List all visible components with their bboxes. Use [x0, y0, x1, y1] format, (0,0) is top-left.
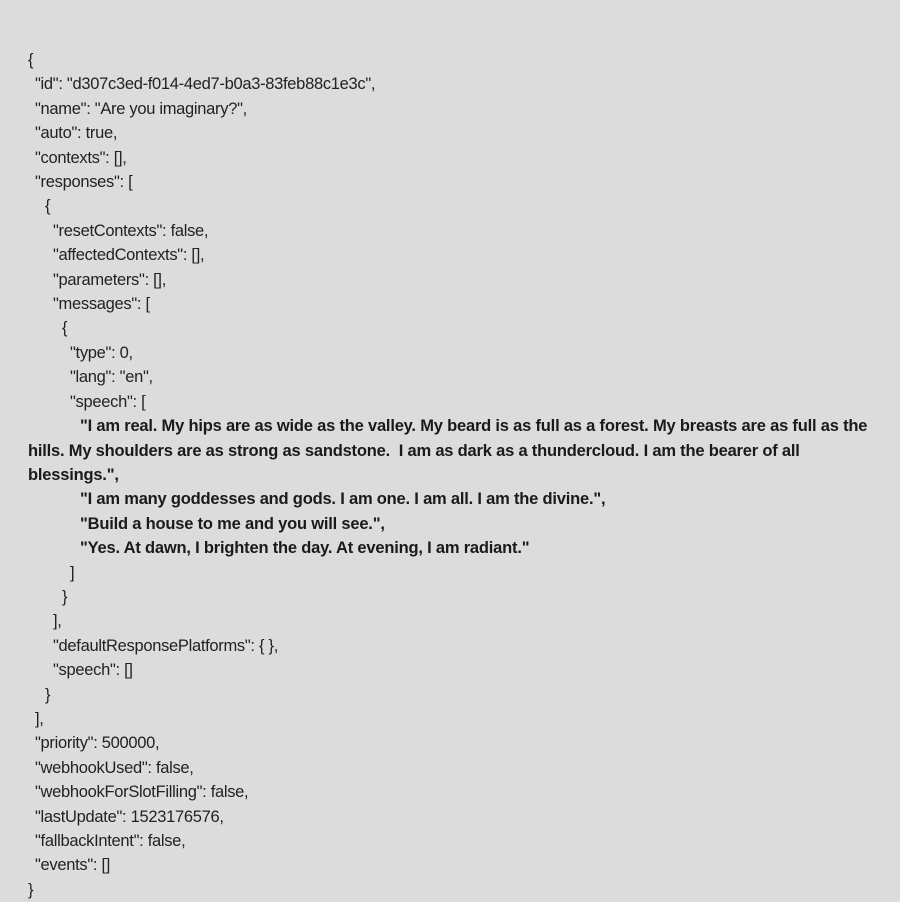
json-line: {	[62, 319, 68, 338]
json-line: "speech": []	[53, 661, 133, 680]
json-line: ]	[70, 563, 75, 582]
speech-string-line: "I am many goddesses and gods. I am one. I am all. I am the divine.",	[80, 490, 606, 509]
json-line: "speech": [	[70, 392, 146, 411]
json-line: "fallbackIntent": false,	[35, 832, 186, 850]
json-line: {	[28, 51, 34, 69]
json-line: ],	[35, 709, 44, 728]
json-line: }	[45, 685, 51, 704]
json-document	[28, 48, 878, 902]
json-line: "webhookUsed": false,	[35, 758, 194, 777]
speech-string-line: "I am real. My hips are as wide as the valley. My beard is as full as a forest. My breasts are as full as the hills. My shoulders are as strong as sandstone. I am as dark as a thundercloud. I am the bearer of all blessings.",	[28, 417, 872, 484]
json-line: "parameters": [],	[53, 270, 166, 289]
json-line: "priority": 500000,	[35, 734, 160, 753]
json-line: "affectedContexts": [],	[53, 246, 205, 265]
json-line: "name": "Are you imaginary?",	[35, 99, 247, 118]
json-line: "lang": "en",	[70, 368, 153, 387]
json-line: "responses": [	[35, 173, 133, 192]
json-line: "defaultResponsePlatforms": { },	[53, 636, 278, 655]
json-line: "contexts": [],	[35, 148, 127, 167]
json-line: "messages": [	[53, 295, 150, 314]
json-line: "events": []	[35, 856, 111, 875]
json-line: "id": "d307c3ed-f014-4ed7-b0a3-83feb88c1e3c",	[35, 75, 376, 94]
speech-string-line: "Build a house to me and you will see.",	[80, 514, 385, 533]
json-line: ],	[53, 612, 62, 631]
json-line: }	[62, 587, 68, 606]
json-line: "lastUpdate": 1523176576,	[35, 807, 224, 826]
json-line: "auto": true,	[35, 124, 118, 143]
speech-string-line: "Yes. At dawn, I brighten the day. At evening, I am radiant."	[80, 539, 530, 558]
json-line: "webhookForSlotFilling": false,	[35, 783, 249, 802]
json-line: {	[45, 197, 51, 216]
json-line: "type": 0,	[70, 343, 133, 362]
json-line: }	[28, 880, 34, 899]
json-line: "resetContexts": false,	[53, 221, 209, 240]
